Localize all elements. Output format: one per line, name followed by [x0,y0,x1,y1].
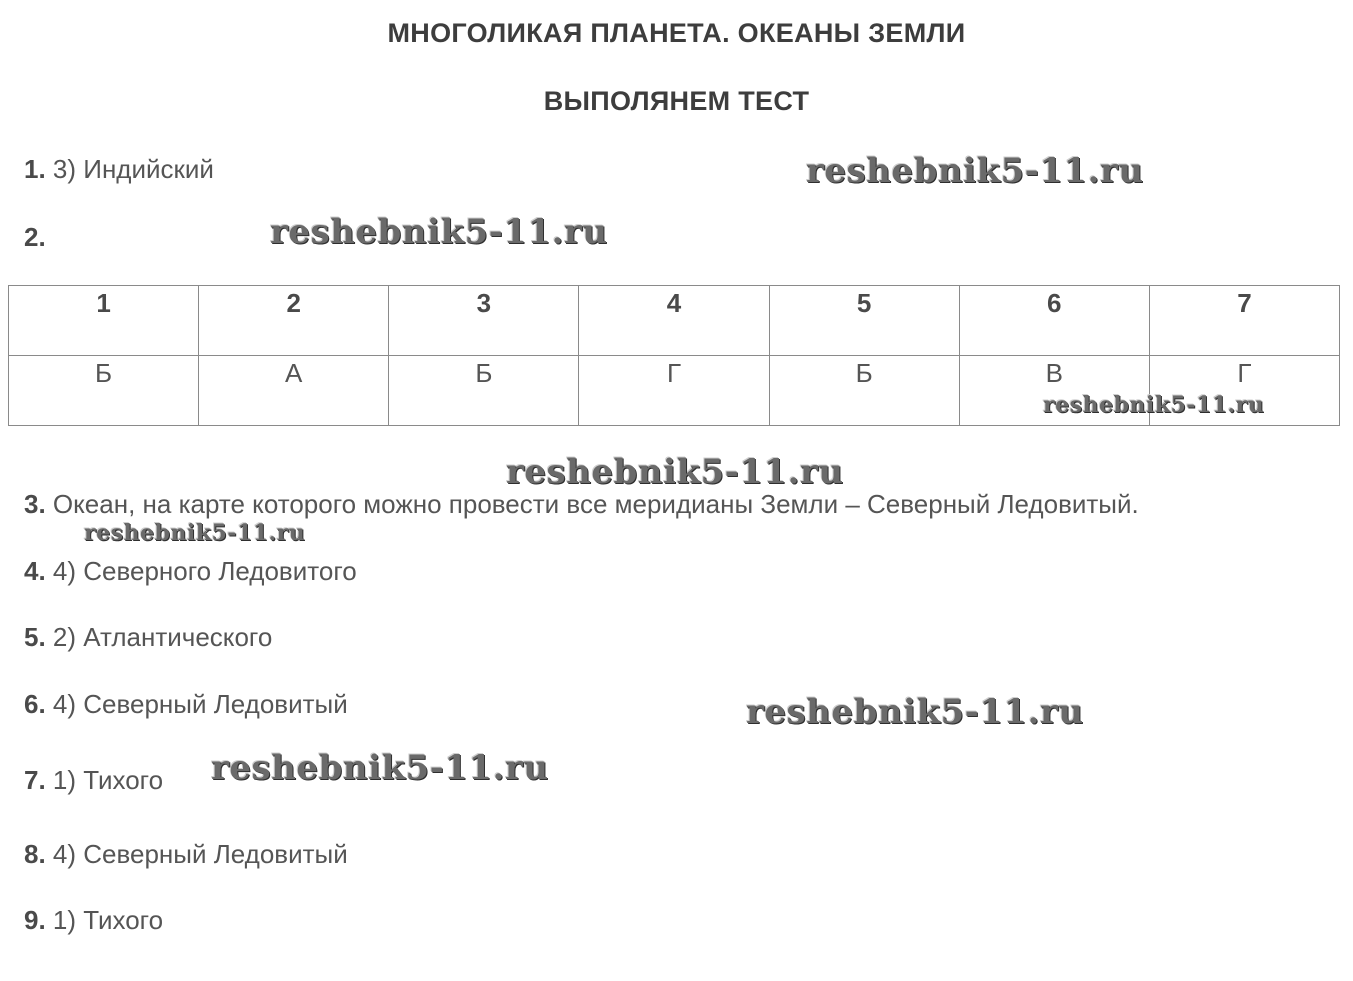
item-number: 3. [24,489,46,519]
table-header-cell: 5 [769,286,959,356]
item-text: 3) Индийский [45,154,214,184]
item-text: 4) Северный Ледовитый [45,839,348,869]
item-text: 4) Северный Ледовитый [45,689,348,719]
answer-item-4 [24,556,357,587]
item-number: 7. [24,765,46,795]
item-number: 5. [24,622,46,652]
table-cell: Б [769,356,959,426]
answer-item-1 [24,154,214,185]
table-header-cell: 3 [389,286,579,356]
answer-item-2 [24,222,46,253]
table-cell: Б [9,356,199,426]
answer-item-6 [24,689,348,720]
watermark: reshebnik5-11.ru [84,520,306,546]
watermark: reshebnik5-11.ru [506,452,844,492]
answer-item-8 [24,839,348,870]
page-title: МНОГОЛИКАЯ ПЛАНЕТА. ОКЕАНЫ ЗЕМЛИ [387,18,966,48]
table-header-row [9,286,1340,356]
watermark: reshebnik5-11.ru [270,212,608,252]
item-text: 1) Тихого [45,905,164,935]
item-text: Океан, на карте которого можно провести все меридианы Земли – Северный Ледовитый. [45,489,1139,519]
answer-item-9 [24,905,163,936]
table-cell: Б [389,356,579,426]
item-text: 2) Атлантического [45,622,273,652]
watermark: reshebnik5-11.ru [746,692,1084,732]
table-cell: Г [1149,356,1339,426]
answer-item-5 [24,622,272,653]
table-cell: Г [579,356,769,426]
item-number: 1. [24,154,46,184]
item-number: 8. [24,839,46,869]
item-number: 4. [24,556,46,586]
table-header-cell: 2 [199,286,389,356]
item-number: 6. [24,689,46,719]
table-cell: А [199,356,389,426]
table-header-cell: 7 [1149,286,1339,356]
watermark: reshebnik5-11.ru [1043,392,1265,418]
table-cell: В [959,356,1149,426]
table-header-cell: 1 [9,286,199,356]
item-text: 1) Тихого [45,765,164,795]
answer-item-3 [24,489,1139,520]
item-text: 4) Северного Ледовитого [45,556,357,586]
page-subtitle: ВЫПОЛЯНЕМ ТЕСТ [543,86,810,116]
answer-item-7 [24,765,163,796]
table-header-cell: 6 [959,286,1149,356]
table-header-cell: 4 [579,286,769,356]
watermark: reshebnik5-11.ru [211,748,549,788]
watermark: reshebnik5-11.ru [806,151,1144,191]
item-number: 9. [24,905,46,935]
item-number: 2. [24,222,46,252]
